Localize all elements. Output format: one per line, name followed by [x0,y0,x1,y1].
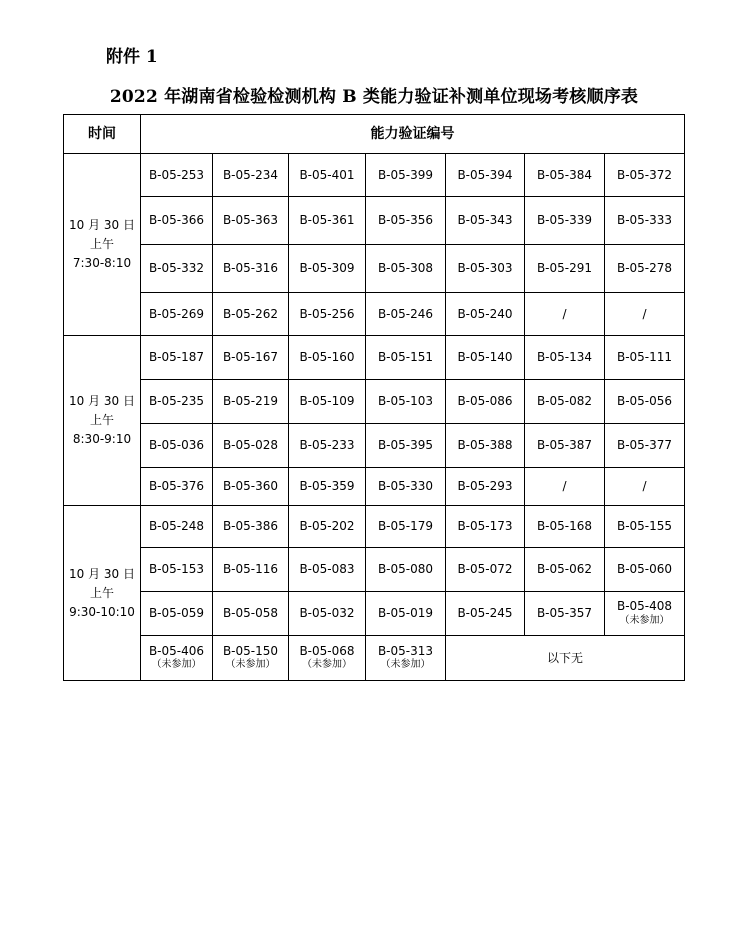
code-cell [605,548,685,592]
code-value: B-05-339 [536,213,593,228]
table-row [64,293,685,336]
code-value: B-05-082 [536,394,593,409]
code-cell [366,424,446,468]
code-value: B-05-399 [377,167,434,182]
code-cell [141,548,213,592]
header-time: 时间 [64,115,141,154]
code-cell [446,380,525,424]
code-value: B-05-395 [377,438,434,453]
code-value: B-05-234 [222,167,279,182]
code-value: B-05-332 [148,261,205,276]
code-value: B-05-083 [299,562,355,577]
code-value: B-05-376 [148,479,205,494]
code-cell [141,293,213,336]
code-cell [525,336,605,380]
code-cell [605,197,685,245]
code-value: B-05-168 [536,519,593,534]
code-cell [141,336,213,380]
code-value: B-05-173 [457,519,513,534]
code-cell [525,424,605,468]
code-cell [213,592,289,636]
time-slot-cell [64,154,141,336]
code-value: B-05-140 [457,350,513,365]
code-value: B-05-072 [457,562,513,577]
code-value: B-05-062 [536,562,593,577]
code-value: B-05-262 [222,306,279,321]
code-value: B-05-219 [222,394,279,409]
code-value: B-05-109 [299,394,355,409]
code-cell [366,154,446,197]
code-cell [605,293,685,336]
code-cell [289,293,366,336]
code-cell [213,506,289,548]
code-cell [605,506,685,548]
code-value: B-05-019 [377,606,434,621]
code-cell [446,154,525,197]
header-codes: 能力验证编号 [141,115,685,154]
code-cell [366,380,446,424]
time-slot-cell [64,506,141,681]
code-cell [366,245,446,293]
code-cell [605,380,685,424]
code-cell [525,293,605,336]
code-cell [213,154,289,197]
code-cell [141,380,213,424]
code-cell [366,197,446,245]
code-cell [213,548,289,592]
time-slot-line: 10 月 30 日 [69,566,135,581]
code-cell [289,424,366,468]
code-cell [446,592,525,636]
code-value: B-05-246 [377,306,434,321]
code-cell [446,548,525,592]
code-value: B-05-330 [377,479,434,494]
code-value: B-05-303 [457,261,513,276]
code-cell [141,424,213,468]
code-value: B-05-059 [148,606,205,621]
code-value: B-05-309 [299,261,355,276]
code-cell [605,424,685,468]
code-cell [525,506,605,548]
code-cell [446,336,525,380]
none-below-cell: 以下无 [446,636,685,681]
table-row [64,592,685,636]
table-row [64,380,685,424]
code-value: B-05-068 [299,643,355,658]
code-cell [446,293,525,336]
code-cell [141,468,213,506]
absent-note: （未参加） [380,659,431,671]
absent-note: （未参加） [302,659,352,671]
time-slot-line: 上午 [89,585,114,600]
code-value: B-05-363 [222,213,279,228]
code-cell [525,548,605,592]
attachment-label: 附件 1 [106,47,158,67]
code-value: B-05-278 [616,261,673,276]
code-cell [446,506,525,548]
code-cell [605,592,685,636]
code-value: B-05-316 [222,261,279,276]
code-cell [366,592,446,636]
code-value: B-05-359 [299,479,355,494]
code-value: B-05-155 [616,519,673,534]
code-cell [213,424,289,468]
table-row [64,636,685,681]
code-value: B-05-248 [148,519,205,534]
code-cell [289,636,366,681]
code-cell [141,636,213,681]
absent-note: （未参加） [151,659,202,671]
code-cell [525,468,605,506]
code-value: / [642,479,647,494]
code-cell [289,336,366,380]
code-value: B-05-313 [377,643,434,658]
code-cell [446,424,525,468]
code-value: B-05-080 [377,562,434,577]
table-row [64,424,685,468]
code-value: B-05-036 [148,438,205,453]
code-cell [141,592,213,636]
code-value: B-05-086 [457,394,513,409]
code-cell [141,154,213,197]
code-value: B-05-056 [616,394,673,409]
code-value: / [562,479,567,494]
absent-note: （未参加） [619,614,670,626]
code-value: B-05-060 [616,562,673,577]
code-cell [289,380,366,424]
code-cell [213,336,289,380]
code-value: B-05-291 [536,261,593,276]
table-row [64,468,685,506]
code-cell [213,293,289,336]
code-cell [213,245,289,293]
table-row [64,548,685,592]
code-cell [366,506,446,548]
schedule-table [63,114,685,681]
code-value: / [642,306,647,321]
code-value: B-05-293 [457,479,513,494]
code-value: B-05-360 [222,479,279,494]
code-cell [525,380,605,424]
time-slot-line: 10 月 30 日 [69,218,135,232]
table-row [64,336,685,380]
code-cell [366,293,446,336]
code-cell [366,636,446,681]
code-cell [525,154,605,197]
code-cell [141,197,213,245]
code-value: B-05-406 [148,643,205,658]
code-value: B-05-058 [222,606,279,621]
code-value: B-05-361 [299,213,355,228]
time-slot-line: 8:30-9:10 [72,432,132,446]
code-value: B-05-386 [222,519,279,534]
code-value: B-05-372 [616,167,673,182]
absent-note: （未参加） [225,659,276,671]
code-value: B-05-202 [299,519,355,534]
code-value: B-05-394 [457,167,513,182]
code-value: B-05-151 [377,350,434,365]
code-value: B-05-366 [148,213,205,228]
code-cell [141,506,213,548]
code-cell [289,154,366,197]
code-value: B-05-235 [148,394,205,409]
code-value: B-05-233 [299,438,355,453]
code-cell [213,380,289,424]
time-slot-line: 9:30-10:10 [69,604,135,619]
code-cell [289,506,366,548]
code-value: B-05-269 [148,306,205,321]
page-title: 2022 年湖南省检验检测机构 B 类能力验证补测单位现场考核顺序表 [109,87,639,107]
code-value: B-05-028 [222,438,279,453]
code-value: B-05-384 [536,167,593,182]
table-row [64,245,685,293]
code-value: / [562,306,567,321]
table-row [64,506,685,548]
table-row [64,154,685,197]
code-value: B-05-356 [377,213,434,228]
code-value: B-05-387 [536,438,593,453]
code-value: B-05-388 [457,438,513,453]
header-row [64,115,685,154]
code-value: B-05-343 [457,213,513,228]
code-value: B-05-377 [616,438,673,453]
time-slot-line: 7:30-8:10 [72,256,132,270]
code-cell [605,468,685,506]
code-cell [289,245,366,293]
table-row [64,197,685,245]
code-value: B-05-245 [457,606,513,621]
code-cell [605,336,685,380]
code-value: B-05-160 [299,350,355,365]
code-cell [366,468,446,506]
code-cell [525,197,605,245]
code-value: B-05-308 [377,261,434,276]
code-value: B-05-116 [222,562,279,577]
code-cell [141,245,213,293]
code-cell [289,468,366,506]
code-cell [446,468,525,506]
code-value: B-05-179 [377,519,434,534]
code-value: B-05-150 [222,643,279,658]
time-slot-line: 上午 [89,237,114,251]
code-cell [289,197,366,245]
code-value: B-05-153 [148,562,205,577]
code-value: B-05-401 [299,167,355,182]
code-value: B-05-357 [536,606,593,621]
code-value: B-05-253 [148,167,205,182]
code-cell [525,592,605,636]
code-cell [289,592,366,636]
code-value: B-05-167 [222,350,279,365]
code-cell [213,197,289,245]
code-cell [289,548,366,592]
code-cell [446,197,525,245]
code-cell [605,154,685,197]
code-value: B-05-187 [148,350,205,365]
time-slot-line: 10 月 30 日 [69,394,135,408]
code-value: B-05-032 [299,606,355,621]
code-value: B-05-408 [616,599,673,614]
code-value: B-05-111 [616,350,673,365]
table-body [64,154,685,681]
code-cell [213,636,289,681]
time-slot-cell [64,336,141,506]
code-cell [366,336,446,380]
code-value: B-05-103 [377,394,434,409]
code-cell [366,548,446,592]
code-value: B-05-134 [536,350,593,365]
code-value: B-05-240 [457,306,513,321]
code-value: B-05-256 [299,306,355,321]
code-cell [213,468,289,506]
code-cell [446,245,525,293]
time-slot-line: 上午 [89,413,114,427]
code-cell [525,245,605,293]
code-cell [605,245,685,293]
code-value: B-05-333 [616,213,673,228]
